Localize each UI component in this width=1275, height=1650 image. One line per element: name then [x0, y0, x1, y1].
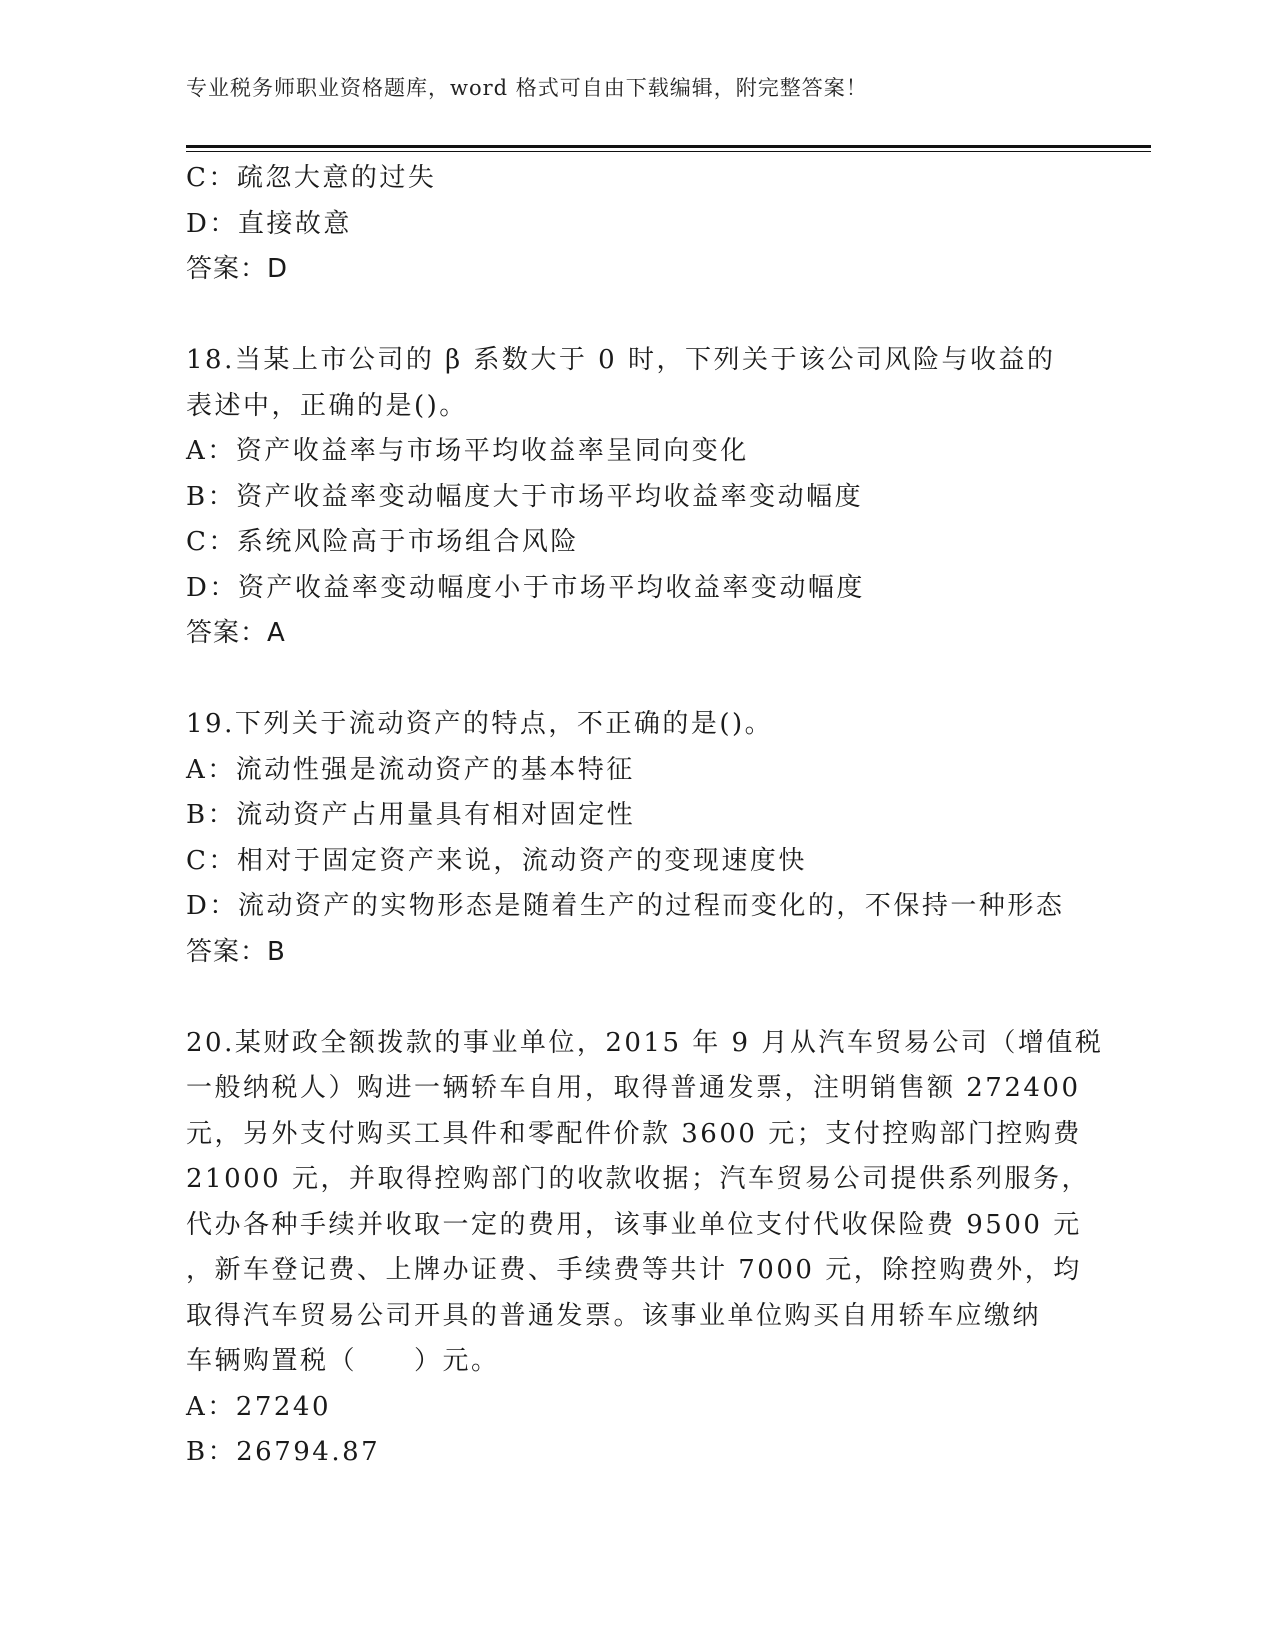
spacer — [186, 657, 1086, 703]
option-a: A：流动性强是流动资产的基本特征 — [186, 754, 635, 785]
option-d: D：资产收益率变动幅度小于市场平均收益率变动幅度 — [186, 572, 865, 603]
option-b: B：资产收益率变动幅度大于市场平均收益率变动幅度 — [186, 481, 864, 512]
answer-line: 答案：A — [186, 618, 286, 648]
header-rule-thin — [186, 151, 1151, 152]
question-text-line: 车辆购置税（ ）元。 — [186, 1346, 500, 1376]
header-rule-thick — [186, 145, 1151, 148]
question-text-line: 21000 元，并取得控购部门的收款收据；汽车贸易公司提供系列服务， — [186, 1164, 1090, 1194]
question-text-line: 20.某财政全额拨款的事业单位，2015 年 9 月从汽车贸易公司（增值税 — [186, 1027, 1104, 1058]
option-b: B：26794.87 — [186, 1437, 381, 1467]
spacer — [186, 975, 1086, 1021]
question-content — [186, 156, 1104, 1476]
question-text-line: 表述中，正确的是()。 — [186, 390, 468, 421]
question-20 — [186, 1021, 1104, 1476]
option-c: C：相对于固定资产来说，流动资产的变现速度快 — [186, 845, 807, 876]
prev-question-block — [186, 156, 1086, 293]
answer-line: 答案：D — [186, 254, 289, 284]
question-18 — [186, 338, 1086, 657]
question-text-line: 一般纳税人）购进一辆轿车自用，取得普通发票，注明销售额 272400 — [186, 1073, 1081, 1103]
spacer — [186, 293, 1086, 339]
question-text-line: 18.当某上市公司的 β 系数大于 0 时，下列关于该公司风险与收益的 — [186, 345, 1056, 375]
question-text-line: 元，另外支付购买工具件和零配件价款 3600 元；支付控购部门控购费 — [186, 1118, 1082, 1149]
question-text-line: ，新车登记费、上牌办证费、手续费等共计 7000 元，除控购费外，均 — [186, 1255, 1082, 1285]
option-a: A：27240 — [186, 1391, 331, 1422]
page-header: 专业税务师职业资格题库，word 格式可自由下载编辑，附完整答案！ — [186, 76, 868, 100]
question-19 — [186, 702, 1086, 975]
answer-line: 答案：B — [186, 936, 286, 967]
question-text-line: 取得汽车贸易公司开具的普通发票。该事业单位购买自用轿车应缴纳 — [186, 1300, 1042, 1331]
option-b: B：流动资产占用量具有相对固定性 — [186, 800, 636, 830]
option-a: A：资产收益率与市场平均收益率呈同向变化 — [186, 436, 749, 466]
option-c: C：疏忽大意的过失 — [186, 163, 437, 193]
option-d: D：流动资产的实物形态是随着生产的过程而变化的，不保持一种形态 — [186, 891, 1065, 921]
question-text-line: 代办各种手续并收取一定的费用，该事业单位支付代收保险费 9500 元 — [186, 1209, 1082, 1240]
option-c: C：系统风险高于市场组合风险 — [186, 527, 579, 557]
question-text-line: 19.下列关于流动资产的特点，不正确的是()。 — [186, 709, 774, 739]
option-d: D：直接故意 — [186, 208, 352, 239]
